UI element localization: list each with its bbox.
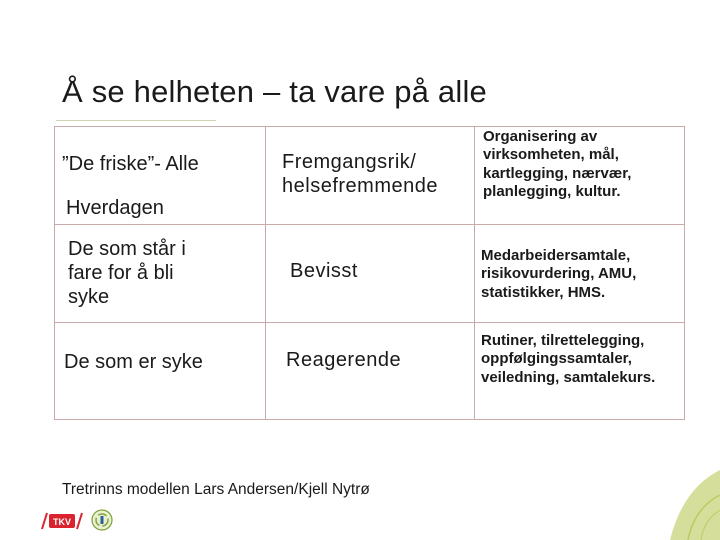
tkv-logo-icon [36, 505, 132, 535]
group-cell-everyday: Hverdagen [66, 197, 164, 219]
approach-cell: Bevisst [290, 260, 358, 282]
table-column-divider-1 [265, 126, 266, 420]
group-cell-at-risk: De som står i fare for å bli syke [68, 238, 186, 308]
page-title: Å se helheten – ta vare på alle [62, 74, 487, 109]
measures-cell: Medarbeidersamtale, risikovurdering, AMU, statistikker, HMS. [481, 247, 637, 301]
recycle-badge-icon [92, 510, 112, 530]
leaf-decoration-icon [600, 440, 720, 540]
footer-caption: Tretrinns modellen Lars Andersen/Kjell Nytrø [62, 481, 370, 498]
title-underline [56, 120, 216, 121]
measures-cell: Organisering av virksomheten, mål, kartlegging, nærvær, planlegging, kultur. [483, 128, 632, 200]
approach-cell: Fremgangsrik/ helsefremmende [282, 151, 438, 197]
logo-text: TKV [53, 517, 71, 527]
table-column-divider-2 [474, 126, 475, 420]
table-row-divider-1 [54, 224, 685, 225]
approach-cell: Reagerende [286, 349, 402, 371]
measures-cell: Rutiner, tilrettelegging, oppfølgingssamtaler, veiledning, samtalekurs. [481, 332, 656, 386]
group-cell-sick: De som er syke [64, 351, 203, 373]
table-row-divider-2 [54, 322, 685, 323]
group-cell-healthy: ”De friske”- Alle [62, 153, 199, 175]
